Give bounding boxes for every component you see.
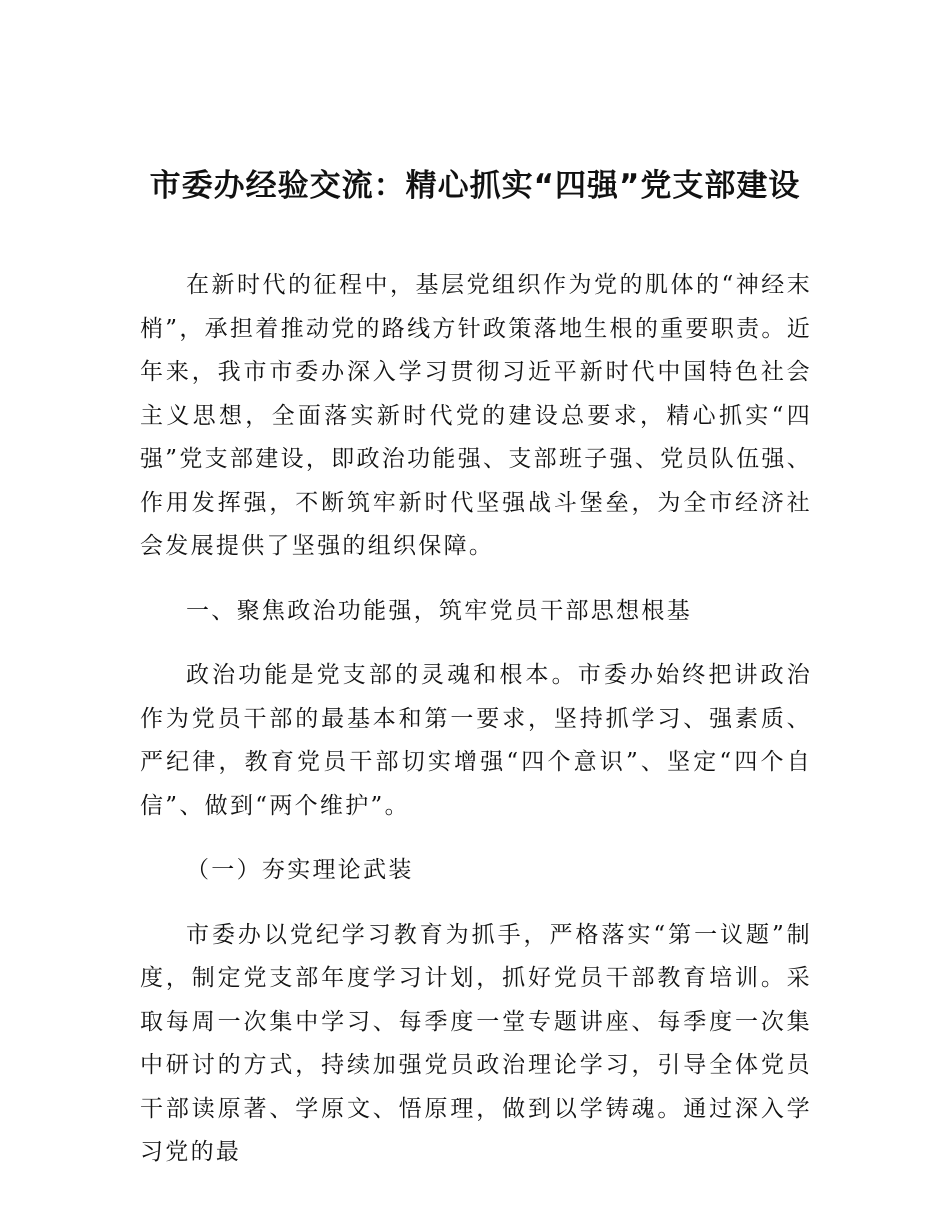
document-title: 市委办经验交流：精心抓实“四强”党支部建设 <box>149 168 801 204</box>
subsection-heading-1: （一）夯实理论武装 <box>186 857 414 883</box>
intro-paragraph: 在新时代的征程中，基层党组织作为党的肌体的“神经末梢”，承担着推动党的路线方针政策落地生根的重要职责。近年来，我市市委办深入学习贯彻习近平新时代中国特色社会主义思想，全面落实新时代党的建设总要求，精心抓实“四强”党支部建设，即政治功能强、支部班子强、党员队伍强、作用发挥强，不断筑牢新时代坚强战斗堡垒，为全市经济社会发展提供了坚强的组织保障。 <box>140 272 812 559</box>
paragraph-gap <box>140 633 812 654</box>
paragraph-gap <box>140 828 812 849</box>
section-heading-1: 一、聚焦政治功能强，筑牢党员干部思想根基 <box>186 597 692 624</box>
paragraph-gap <box>140 893 812 914</box>
paragraph-gap <box>140 569 812 590</box>
document-body <box>140 264 812 1175</box>
subsection-1-paragraph: 市委办以党纪学习教育为抓手，严格落实“第一议题”制度，制定党支部年度学习计划，抓好党员干部教育培训。采取每周一次集中学习、每季度一堂专题讲座、每季度一次集中研讨的方式，持续加强党员政治理论学习，引导全体党员干部读原著、学原文、悟原理，做到以学铸魂。通过深入学习党的最 <box>140 921 812 1165</box>
section-1-paragraph: 政治功能是党支部的灵魂和根本。市委办始终把讲政治作为党员干部的最基本和第一要求，坚持抓学习、强素质、严纪律，教育党员干部切实增强“四个意识”、坚定“四个自信”、做到“两个维护”。 <box>140 662 812 819</box>
